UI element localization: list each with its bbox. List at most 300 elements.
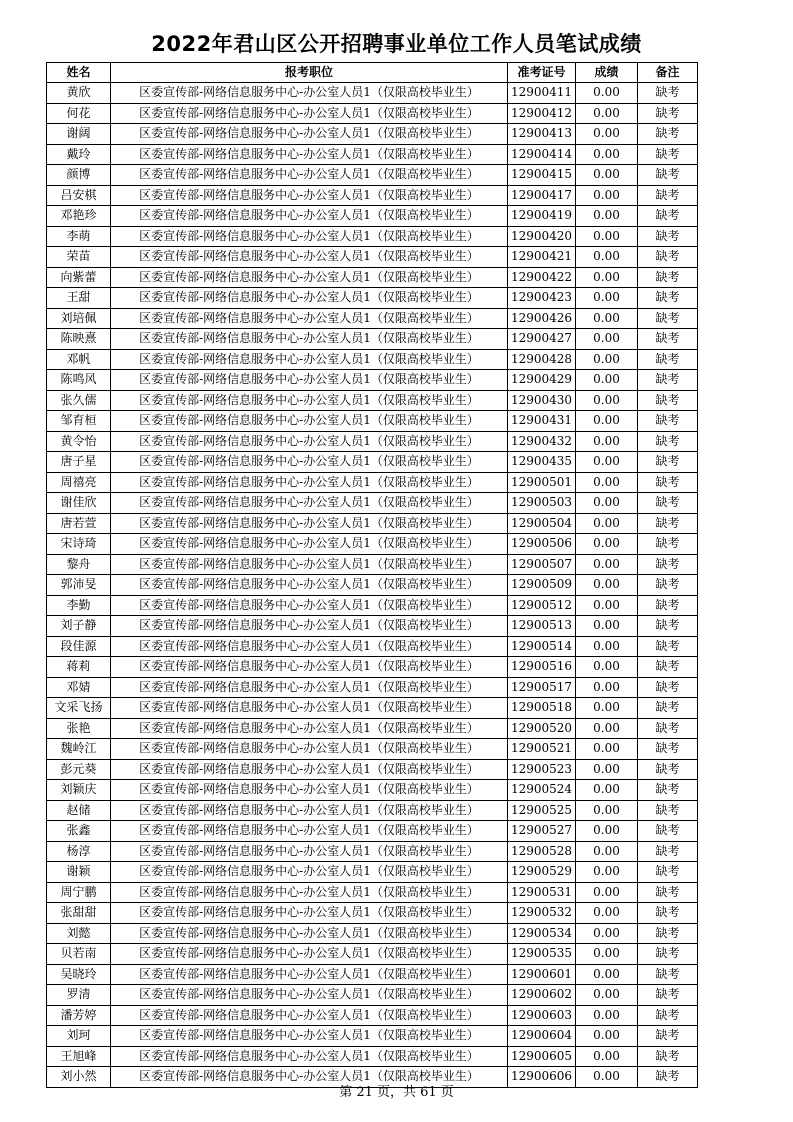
table-row bbox=[47, 800, 698, 821]
cell-score: 0.00 bbox=[576, 83, 638, 104]
table-row bbox=[47, 411, 698, 432]
cell-id: 12900435 bbox=[508, 452, 576, 473]
cell-score: 0.00 bbox=[576, 1005, 638, 1026]
cell-id: 12900524 bbox=[508, 780, 576, 801]
cell-note: 缺考 bbox=[638, 616, 698, 637]
cell-note: 缺考 bbox=[638, 554, 698, 575]
cell-score: 0.00 bbox=[576, 247, 638, 268]
table-row bbox=[47, 759, 698, 780]
cell-score: 0.00 bbox=[576, 862, 638, 883]
cell-score: 0.00 bbox=[576, 226, 638, 247]
cell-id: 12900432 bbox=[508, 431, 576, 452]
cell-note: 缺考 bbox=[638, 472, 698, 493]
cell-position: 区委宣传部-网络信息服务中心-办公室人员1（仅限高校毕业生） bbox=[111, 247, 508, 268]
cell-id: 12900503 bbox=[508, 493, 576, 514]
cell-position: 区委宣传部-网络信息服务中心-办公室人员1（仅限高校毕业生） bbox=[111, 390, 508, 411]
cell-score: 0.00 bbox=[576, 780, 638, 801]
cell-note: 缺考 bbox=[638, 103, 698, 124]
cell-id: 12900534 bbox=[508, 923, 576, 944]
cell-name: 周禧亮 bbox=[47, 472, 111, 493]
table-row bbox=[47, 390, 698, 411]
cell-note: 缺考 bbox=[638, 964, 698, 985]
cell-score: 0.00 bbox=[576, 349, 638, 370]
cell-position: 区委宣传部-网络信息服务中心-办公室人员1（仅限高校毕业生） bbox=[111, 575, 508, 596]
table-row bbox=[47, 124, 698, 145]
cell-position: 区委宣传部-网络信息服务中心-办公室人员1（仅限高校毕业生） bbox=[111, 349, 508, 370]
table-header-row bbox=[47, 63, 698, 83]
cell-note: 缺考 bbox=[638, 411, 698, 432]
table-row bbox=[47, 595, 698, 616]
cell-score: 0.00 bbox=[576, 370, 638, 391]
cell-name: 宋诗琦 bbox=[47, 534, 111, 555]
cell-note: 缺考 bbox=[638, 739, 698, 760]
cell-score: 0.00 bbox=[576, 616, 638, 637]
header-name: 姓名 bbox=[47, 63, 111, 83]
cell-id: 12900419 bbox=[508, 206, 576, 227]
cell-score: 0.00 bbox=[576, 185, 638, 206]
table-row bbox=[47, 472, 698, 493]
cell-note: 缺考 bbox=[638, 1067, 698, 1088]
cell-note: 缺考 bbox=[638, 575, 698, 596]
cell-note: 缺考 bbox=[638, 780, 698, 801]
cell-name: 向紫蕾 bbox=[47, 267, 111, 288]
cell-note: 缺考 bbox=[638, 165, 698, 186]
cell-name: 荣苗 bbox=[47, 247, 111, 268]
cell-position: 区委宣传部-网络信息服务中心-办公室人员1（仅限高校毕业生） bbox=[111, 800, 508, 821]
cell-name: 张久儒 bbox=[47, 390, 111, 411]
cell-id: 12900606 bbox=[508, 1067, 576, 1088]
table-body bbox=[47, 83, 698, 1088]
cell-position: 区委宣传部-网络信息服务中心-办公室人员1（仅限高校毕业生） bbox=[111, 862, 508, 883]
table-row bbox=[47, 185, 698, 206]
cell-score: 0.00 bbox=[576, 575, 638, 596]
cell-score: 0.00 bbox=[576, 1067, 638, 1088]
cell-name: 邓帆 bbox=[47, 349, 111, 370]
cell-id: 12900430 bbox=[508, 390, 576, 411]
cell-name: 谢阔 bbox=[47, 124, 111, 145]
cell-score: 0.00 bbox=[576, 718, 638, 739]
cell-score: 0.00 bbox=[576, 759, 638, 780]
cell-position: 区委宣传部-网络信息服务中心-办公室人员1（仅限高校毕业生） bbox=[111, 103, 508, 124]
cell-score: 0.00 bbox=[576, 308, 638, 329]
cell-id: 12900509 bbox=[508, 575, 576, 596]
cell-score: 0.00 bbox=[576, 964, 638, 985]
table-row bbox=[47, 103, 698, 124]
cell-name: 刘子静 bbox=[47, 616, 111, 637]
cell-name: 张鑫 bbox=[47, 821, 111, 842]
table-row bbox=[47, 882, 698, 903]
cell-score: 0.00 bbox=[576, 144, 638, 165]
cell-name: 黄欣 bbox=[47, 83, 111, 104]
cell-score: 0.00 bbox=[576, 431, 638, 452]
cell-id: 12900529 bbox=[508, 862, 576, 883]
cell-note: 缺考 bbox=[638, 759, 698, 780]
table-row bbox=[47, 903, 698, 924]
cell-score: 0.00 bbox=[576, 903, 638, 924]
cell-note: 缺考 bbox=[638, 226, 698, 247]
cell-id: 12900422 bbox=[508, 267, 576, 288]
cell-position: 区委宣传部-网络信息服务中心-办公室人员1（仅限高校毕业生） bbox=[111, 308, 508, 329]
cell-score: 0.00 bbox=[576, 288, 638, 309]
cell-id: 12900520 bbox=[508, 718, 576, 739]
cell-id: 12900523 bbox=[508, 759, 576, 780]
table-row bbox=[47, 452, 698, 473]
cell-id: 12900535 bbox=[508, 944, 576, 965]
cell-score: 0.00 bbox=[576, 1046, 638, 1067]
cell-id: 12900428 bbox=[508, 349, 576, 370]
cell-position: 区委宣传部-网络信息服务中心-办公室人员1（仅限高校毕业生） bbox=[111, 923, 508, 944]
cell-name: 刘培佩 bbox=[47, 308, 111, 329]
cell-position: 区委宣传部-网络信息服务中心-办公室人员1（仅限高校毕业生） bbox=[111, 636, 508, 657]
table-row bbox=[47, 862, 698, 883]
cell-position: 区委宣传部-网络信息服务中心-办公室人员1（仅限高校毕业生） bbox=[111, 411, 508, 432]
table-row bbox=[47, 493, 698, 514]
cell-id: 12900507 bbox=[508, 554, 576, 575]
cell-position: 区委宣传部-网络信息服务中心-办公室人员1（仅限高校毕业生） bbox=[111, 903, 508, 924]
cell-position: 区委宣传部-网络信息服务中心-办公室人员1（仅限高校毕业生） bbox=[111, 698, 508, 719]
cell-score: 0.00 bbox=[576, 513, 638, 534]
cell-score: 0.00 bbox=[576, 841, 638, 862]
cell-position: 区委宣传部-网络信息服务中心-办公室人员1（仅限高校毕业生） bbox=[111, 124, 508, 145]
cell-name: 段佳源 bbox=[47, 636, 111, 657]
cell-note: 缺考 bbox=[638, 370, 698, 391]
cell-note: 缺考 bbox=[638, 308, 698, 329]
cell-note: 缺考 bbox=[638, 206, 698, 227]
cell-note: 缺考 bbox=[638, 718, 698, 739]
cell-name: 王甜 bbox=[47, 288, 111, 309]
cell-name: 邓婧 bbox=[47, 677, 111, 698]
cell-score: 0.00 bbox=[576, 165, 638, 186]
table-row bbox=[47, 534, 698, 555]
table-row bbox=[47, 964, 698, 985]
cell-id: 12900604 bbox=[508, 1026, 576, 1047]
cell-name: 戴玲 bbox=[47, 144, 111, 165]
cell-id: 12900532 bbox=[508, 903, 576, 924]
cell-id: 12900427 bbox=[508, 329, 576, 350]
cell-note: 缺考 bbox=[638, 1046, 698, 1067]
header-note: 备注 bbox=[638, 63, 698, 83]
cell-name: 张艳 bbox=[47, 718, 111, 739]
cell-id: 12900415 bbox=[508, 165, 576, 186]
cell-position: 区委宣传部-网络信息服务中心-办公室人员1（仅限高校毕业生） bbox=[111, 534, 508, 555]
table-row bbox=[47, 288, 698, 309]
cell-position: 区委宣传部-网络信息服务中心-办公室人员1（仅限高校毕业生） bbox=[111, 657, 508, 678]
cell-name: 谢佳欣 bbox=[47, 493, 111, 514]
page-footer: 第 21 页，共 61 页 bbox=[339, 1085, 454, 1100]
table-row bbox=[47, 1026, 698, 1047]
cell-id: 12900516 bbox=[508, 657, 576, 678]
cell-note: 缺考 bbox=[638, 1005, 698, 1026]
cell-id: 12900426 bbox=[508, 308, 576, 329]
cell-position: 区委宣传部-网络信息服务中心-办公室人员1（仅限高校毕业生） bbox=[111, 165, 508, 186]
cell-id: 12900514 bbox=[508, 636, 576, 657]
cell-name: 唐子星 bbox=[47, 452, 111, 473]
cell-note: 缺考 bbox=[638, 903, 698, 924]
cell-score: 0.00 bbox=[576, 534, 638, 555]
cell-score: 0.00 bbox=[576, 882, 638, 903]
table-row bbox=[47, 165, 698, 186]
cell-name: 罗清 bbox=[47, 985, 111, 1006]
cell-score: 0.00 bbox=[576, 472, 638, 493]
cell-note: 缺考 bbox=[638, 185, 698, 206]
cell-note: 缺考 bbox=[638, 493, 698, 514]
cell-name: 周宁鹏 bbox=[47, 882, 111, 903]
cell-score: 0.00 bbox=[576, 800, 638, 821]
cell-name: 李勤 bbox=[47, 595, 111, 616]
cell-position: 区委宣传部-网络信息服务中心-办公室人员1（仅限高校毕业生） bbox=[111, 1046, 508, 1067]
cell-id: 12900531 bbox=[508, 882, 576, 903]
table-row bbox=[47, 247, 698, 268]
cell-position: 区委宣传部-网络信息服务中心-办公室人员1（仅限高校毕业生） bbox=[111, 780, 508, 801]
table-row bbox=[47, 821, 698, 842]
cell-score: 0.00 bbox=[576, 739, 638, 760]
table-row bbox=[47, 944, 698, 965]
header-position: 报考职位 bbox=[111, 63, 508, 83]
cell-id: 12900601 bbox=[508, 964, 576, 985]
table-row bbox=[47, 329, 698, 350]
table-row bbox=[47, 370, 698, 391]
table-row bbox=[47, 657, 698, 678]
cell-name: 杨淳 bbox=[47, 841, 111, 862]
cell-id: 12900504 bbox=[508, 513, 576, 534]
cell-name: 刘小然 bbox=[47, 1067, 111, 1088]
table-row bbox=[47, 308, 698, 329]
cell-position: 区委宣传部-网络信息服务中心-办公室人员1（仅限高校毕业生） bbox=[111, 144, 508, 165]
cell-id: 12900411 bbox=[508, 83, 576, 104]
cell-note: 缺考 bbox=[638, 267, 698, 288]
cell-position: 区委宣传部-网络信息服务中心-办公室人员1（仅限高校毕业生） bbox=[111, 472, 508, 493]
cell-position: 区委宣传部-网络信息服务中心-办公室人员1（仅限高校毕业生） bbox=[111, 493, 508, 514]
cell-name: 谢颖 bbox=[47, 862, 111, 883]
cell-note: 缺考 bbox=[638, 83, 698, 104]
cell-score: 0.00 bbox=[576, 698, 638, 719]
cell-position: 区委宣传部-网络信息服务中心-办公室人员1（仅限高校毕业生） bbox=[111, 841, 508, 862]
page-title: 2022年君山区公开招聘事业单位工作人员笔试成绩 bbox=[151, 32, 642, 56]
cell-id: 12900525 bbox=[508, 800, 576, 821]
cell-note: 缺考 bbox=[638, 513, 698, 534]
cell-name: 颜博 bbox=[47, 165, 111, 186]
cell-score: 0.00 bbox=[576, 677, 638, 698]
cell-id: 12900528 bbox=[508, 841, 576, 862]
cell-position: 区委宣传部-网络信息服务中心-办公室人员1（仅限高校毕业生） bbox=[111, 739, 508, 760]
cell-name: 陈映熹 bbox=[47, 329, 111, 350]
cell-name: 王旭峰 bbox=[47, 1046, 111, 1067]
cell-id: 12900506 bbox=[508, 534, 576, 555]
cell-score: 0.00 bbox=[576, 329, 638, 350]
cell-note: 缺考 bbox=[638, 349, 698, 370]
cell-position: 区委宣传部-网络信息服务中心-办公室人员1（仅限高校毕业生） bbox=[111, 616, 508, 637]
table-row bbox=[47, 144, 698, 165]
cell-name: 赵储 bbox=[47, 800, 111, 821]
cell-position: 区委宣传部-网络信息服务中心-办公室人员1（仅限高校毕业生） bbox=[111, 83, 508, 104]
cell-name: 唐若萱 bbox=[47, 513, 111, 534]
cell-note: 缺考 bbox=[638, 944, 698, 965]
cell-id: 12900420 bbox=[508, 226, 576, 247]
cell-id: 12900602 bbox=[508, 985, 576, 1006]
cell-score: 0.00 bbox=[576, 923, 638, 944]
table-row bbox=[47, 267, 698, 288]
cell-score: 0.00 bbox=[576, 390, 638, 411]
table-row bbox=[47, 923, 698, 944]
table-row bbox=[47, 636, 698, 657]
table-row bbox=[47, 616, 698, 637]
cell-score: 0.00 bbox=[576, 493, 638, 514]
table-row bbox=[47, 677, 698, 698]
table-row bbox=[47, 513, 698, 534]
cell-score: 0.00 bbox=[576, 124, 638, 145]
table-row bbox=[47, 575, 698, 596]
cell-name: 刘懿 bbox=[47, 923, 111, 944]
table-row bbox=[47, 554, 698, 575]
cell-id: 12900521 bbox=[508, 739, 576, 760]
cell-id: 12900431 bbox=[508, 411, 576, 432]
cell-score: 0.00 bbox=[576, 636, 638, 657]
cell-note: 缺考 bbox=[638, 821, 698, 842]
cell-position: 区委宣传部-网络信息服务中心-办公室人员1（仅限高校毕业生） bbox=[111, 882, 508, 903]
table-row bbox=[47, 698, 698, 719]
cell-name: 李萌 bbox=[47, 226, 111, 247]
cell-position: 区委宣传部-网络信息服务中心-办公室人员1（仅限高校毕业生） bbox=[111, 1026, 508, 1047]
cell-note: 缺考 bbox=[638, 144, 698, 165]
cell-score: 0.00 bbox=[576, 944, 638, 965]
table-row bbox=[47, 739, 698, 760]
cell-score: 0.00 bbox=[576, 267, 638, 288]
cell-id: 12900414 bbox=[508, 144, 576, 165]
table-row bbox=[47, 349, 698, 370]
results-table bbox=[46, 62, 698, 1088]
cell-note: 缺考 bbox=[638, 923, 698, 944]
cell-note: 缺考 bbox=[638, 329, 698, 350]
cell-name: 邹育桓 bbox=[47, 411, 111, 432]
cell-position: 区委宣传部-网络信息服务中心-办公室人员1（仅限高校毕业生） bbox=[111, 206, 508, 227]
cell-name: 刘珂 bbox=[47, 1026, 111, 1047]
table-row bbox=[47, 1005, 698, 1026]
cell-score: 0.00 bbox=[576, 821, 638, 842]
cell-name: 彭元葵 bbox=[47, 759, 111, 780]
cell-name: 魏岭江 bbox=[47, 739, 111, 760]
cell-note: 缺考 bbox=[638, 1026, 698, 1047]
cell-score: 0.00 bbox=[576, 554, 638, 575]
table-row bbox=[47, 83, 698, 104]
cell-position: 区委宣传部-网络信息服务中心-办公室人员1（仅限高校毕业生） bbox=[111, 821, 508, 842]
cell-note: 缺考 bbox=[638, 534, 698, 555]
cell-note: 缺考 bbox=[638, 677, 698, 698]
cell-position: 区委宣传部-网络信息服务中心-办公室人员1（仅限高校毕业生） bbox=[111, 185, 508, 206]
header-id: 准考证号 bbox=[508, 63, 576, 83]
table-row bbox=[47, 1046, 698, 1067]
cell-position: 区委宣传部-网络信息服务中心-办公室人员1（仅限高校毕业生） bbox=[111, 431, 508, 452]
cell-name: 刘颖庆 bbox=[47, 780, 111, 801]
cell-name: 黄令怡 bbox=[47, 431, 111, 452]
cell-position: 区委宣传部-网络信息服务中心-办公室人员1（仅限高校毕业生） bbox=[111, 944, 508, 965]
cell-note: 缺考 bbox=[638, 862, 698, 883]
cell-note: 缺考 bbox=[638, 431, 698, 452]
cell-note: 缺考 bbox=[638, 247, 698, 268]
cell-note: 缺考 bbox=[638, 595, 698, 616]
cell-score: 0.00 bbox=[576, 595, 638, 616]
cell-id: 12900518 bbox=[508, 698, 576, 719]
cell-position: 区委宣传部-网络信息服务中心-办公室人员1（仅限高校毕业生） bbox=[111, 329, 508, 350]
cell-score: 0.00 bbox=[576, 1026, 638, 1047]
cell-note: 缺考 bbox=[638, 452, 698, 473]
cell-position: 区委宣传部-网络信息服务中心-办公室人员1（仅限高校毕业生） bbox=[111, 677, 508, 698]
cell-id: 12900517 bbox=[508, 677, 576, 698]
cell-note: 缺考 bbox=[638, 698, 698, 719]
table-row bbox=[47, 780, 698, 801]
cell-position: 区委宣传部-网络信息服务中心-办公室人员1（仅限高校毕业生） bbox=[111, 595, 508, 616]
table-row bbox=[47, 431, 698, 452]
cell-position: 区委宣传部-网络信息服务中心-办公室人员1（仅限高校毕业生） bbox=[111, 513, 508, 534]
cell-id: 12900417 bbox=[508, 185, 576, 206]
header-score: 成绩 bbox=[576, 63, 638, 83]
cell-note: 缺考 bbox=[638, 985, 698, 1006]
cell-score: 0.00 bbox=[576, 985, 638, 1006]
cell-name: 吕安棋 bbox=[47, 185, 111, 206]
cell-position: 区委宣传部-网络信息服务中心-办公室人员1（仅限高校毕业生） bbox=[111, 370, 508, 391]
cell-id: 12900603 bbox=[508, 1005, 576, 1026]
cell-position: 区委宣传部-网络信息服务中心-办公室人员1（仅限高校毕业生） bbox=[111, 759, 508, 780]
cell-position: 区委宣传部-网络信息服务中心-办公室人员1（仅限高校毕业生） bbox=[111, 226, 508, 247]
cell-id: 12900513 bbox=[508, 616, 576, 637]
table-row bbox=[47, 206, 698, 227]
cell-id: 12900605 bbox=[508, 1046, 576, 1067]
cell-id: 12900421 bbox=[508, 247, 576, 268]
cell-id: 12900413 bbox=[508, 124, 576, 145]
cell-score: 0.00 bbox=[576, 206, 638, 227]
cell-note: 缺考 bbox=[638, 288, 698, 309]
cell-position: 区委宣传部-网络信息服务中心-办公室人员1（仅限高校毕业生） bbox=[111, 267, 508, 288]
table-row bbox=[47, 226, 698, 247]
cell-name: 黎舟 bbox=[47, 554, 111, 575]
cell-score: 0.00 bbox=[576, 411, 638, 432]
cell-score: 0.00 bbox=[576, 103, 638, 124]
cell-id: 12900501 bbox=[508, 472, 576, 493]
cell-name: 贝若南 bbox=[47, 944, 111, 965]
cell-note: 缺考 bbox=[638, 390, 698, 411]
cell-position: 区委宣传部-网络信息服务中心-办公室人员1（仅限高校毕业生） bbox=[111, 288, 508, 309]
cell-position: 区委宣传部-网络信息服务中心-办公室人员1（仅限高校毕业生） bbox=[111, 1067, 508, 1088]
cell-position: 区委宣传部-网络信息服务中心-办公室人员1（仅限高校毕业生） bbox=[111, 985, 508, 1006]
cell-id: 12900527 bbox=[508, 821, 576, 842]
table-row bbox=[47, 841, 698, 862]
cell-note: 缺考 bbox=[638, 800, 698, 821]
cell-id: 12900512 bbox=[508, 595, 576, 616]
cell-score: 0.00 bbox=[576, 657, 638, 678]
cell-name: 张甜甜 bbox=[47, 903, 111, 924]
table-row bbox=[47, 718, 698, 739]
cell-note: 缺考 bbox=[638, 124, 698, 145]
cell-note: 缺考 bbox=[638, 882, 698, 903]
cell-position: 区委宣传部-网络信息服务中心-办公室人员1（仅限高校毕业生） bbox=[111, 1005, 508, 1026]
cell-name: 吴晓玲 bbox=[47, 964, 111, 985]
cell-id: 12900412 bbox=[508, 103, 576, 124]
cell-note: 缺考 bbox=[638, 636, 698, 657]
cell-score: 0.00 bbox=[576, 452, 638, 473]
cell-name: 文采飞扬 bbox=[47, 698, 111, 719]
cell-position: 区委宣传部-网络信息服务中心-办公室人员1（仅限高校毕业生） bbox=[111, 964, 508, 985]
cell-position: 区委宣传部-网络信息服务中心-办公室人员1（仅限高校毕业生） bbox=[111, 718, 508, 739]
cell-name: 何花 bbox=[47, 103, 111, 124]
cell-id: 12900423 bbox=[508, 288, 576, 309]
cell-name: 蒋莉 bbox=[47, 657, 111, 678]
cell-name: 潘芳婷 bbox=[47, 1005, 111, 1026]
cell-note: 缺考 bbox=[638, 657, 698, 678]
cell-name: 陈鸣风 bbox=[47, 370, 111, 391]
table-row bbox=[47, 985, 698, 1006]
cell-position: 区委宣传部-网络信息服务中心-办公室人员1（仅限高校毕业生） bbox=[111, 554, 508, 575]
cell-name: 邓艳珍 bbox=[47, 206, 111, 227]
cell-id: 12900429 bbox=[508, 370, 576, 391]
